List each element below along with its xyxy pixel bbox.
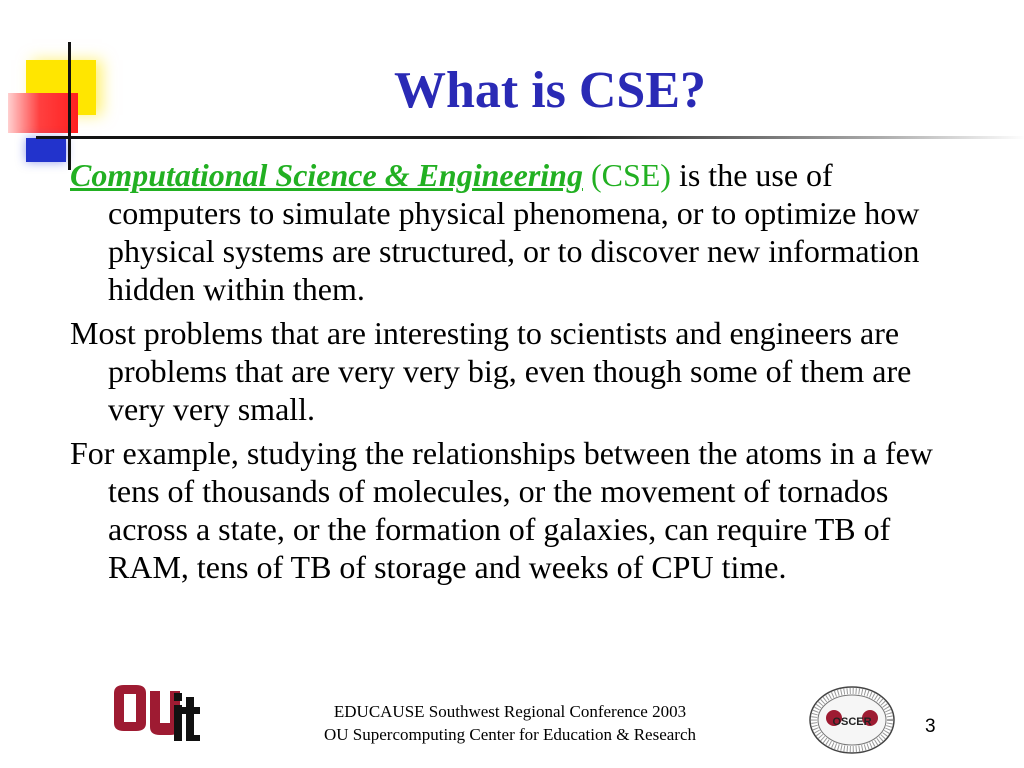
- page-number: 3: [925, 716, 936, 737]
- slide-title: What is CSE?: [393, 62, 707, 119]
- seal-label: OSCER: [832, 716, 872, 728]
- footer-line-1: EDUCAUSE Southwest Regional Conference 2003: [333, 702, 687, 721]
- cse-term-link[interactable]: Computational Science & Engineering: [70, 157, 583, 193]
- title-underline-rule: [36, 136, 1024, 139]
- paragraph-example: For example, studying the relationships between the atoms in a few tens of thousands of molecules, or the movement of tornados across a state, or the formation of galaxies, can require TB of RAM, tens of TB of storage and weeks of CPU time.: [70, 435, 933, 585]
- cse-abbreviation: (CSE): [590, 157, 671, 193]
- paragraph-definition: [70, 156, 970, 308]
- ou-it-logo: [110, 683, 202, 743]
- slide-body: [70, 156, 970, 592]
- paragraph-problems: Most problems that are interesting to scientists and engineers are problems that are very very big, even though some of them are very very small.: [70, 315, 912, 427]
- oscer-seal-logo: [808, 685, 896, 755]
- blue-square: [26, 138, 66, 162]
- footer-text: [270, 700, 750, 746]
- vertical-rule: [68, 42, 71, 170]
- corner-decoration: [0, 0, 110, 170]
- footer-line-2: OU Supercomputing Center for Education & Research: [323, 725, 696, 744]
- definition-text: is the use of computers to simulate physical phenomena, or to optimize how physical systems are structured, or to discover new information hidden within them.: [108, 157, 920, 307]
